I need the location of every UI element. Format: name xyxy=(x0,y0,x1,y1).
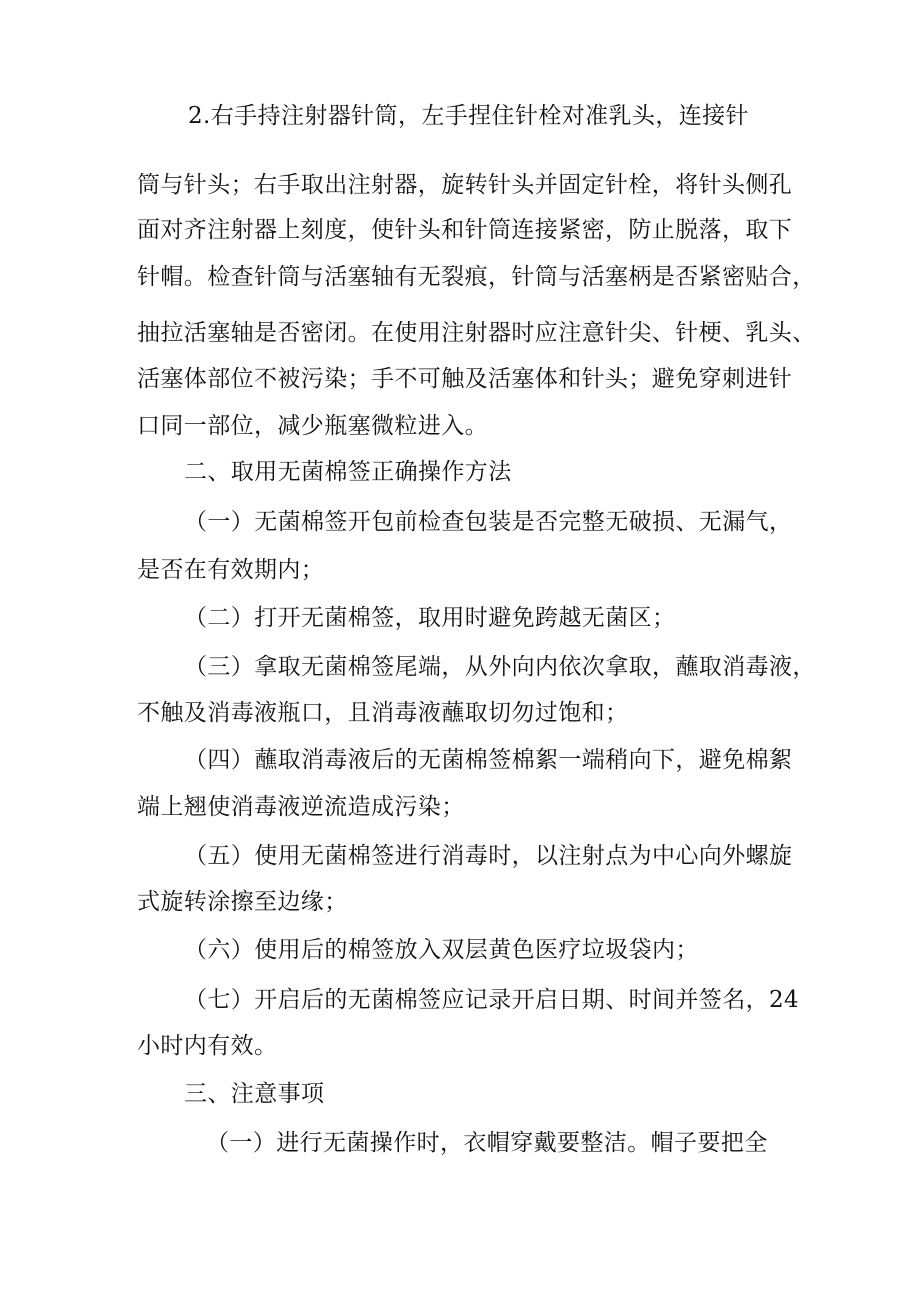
list-item-line: 是否在有效期内； xyxy=(137,557,325,583)
section-heading: 二、取用无菌棉签正确操作方法 xyxy=(184,459,512,485)
list-item-line: 不触及消毒液瓶口，且消毒液蘸取切勿过饱和； xyxy=(137,700,629,726)
list-item-line: （三）拿取无菌棉签尾端，从外向内依次拿取，蘸取消毒液， xyxy=(184,654,816,680)
paragraph-line: 口同一部位，减少瓶塞微粒进入。 xyxy=(137,413,488,439)
section-heading: 三、注意事项 xyxy=(184,1081,325,1107)
list-item-line: （七）开启后的无菌棉签应记录开启日期、时间并签名，24 xyxy=(184,987,800,1013)
paragraph-line: 抽拉活塞轴是否密闭。在使用注射器时应注意针尖、针梗、乳头、 xyxy=(137,320,816,346)
list-item-line: （四）蘸取消毒液后的无菌棉签棉絮一端稍向下，避免棉絮 xyxy=(184,747,793,773)
paragraph-line: 筒与针头；右手取出注射器，旋转针头并固定针栓，将针头侧孔 xyxy=(137,172,793,198)
list-item-line: 式旋转涂擦至边缘； xyxy=(137,889,348,915)
list-item-line: （六）使用后的棉签放入双层黄色医疗垃圾袋内； xyxy=(184,937,699,963)
paragraph-line: 面对齐注射器上刻度，使针头和针筒连接紧密，防止脱落，取下 xyxy=(137,217,793,243)
list-item-line: （一）进行无菌操作时，衣帽穿戴要整洁。帽子要把全 xyxy=(206,1130,768,1156)
paragraph-line: 针帽。检查针筒与活塞轴有无裂痕，针筒与活塞柄是否紧密贴合， xyxy=(137,264,816,290)
list-item-line: 端上翘使消毒液逆流造成污染； xyxy=(137,794,465,820)
paragraph-line: 2.右手持注射器针筒，左手捏住针栓对准乳头，连接针 xyxy=(188,103,749,129)
list-item-line: （五）使用无菌棉签进行消毒时，以注射点为中心向外螺旋 xyxy=(184,843,793,869)
list-item-line: （二）打开无菌棉签，取用时避免跨越无菌区； xyxy=(184,605,676,631)
paragraph-line: 活塞体部位不被污染；手不可触及活塞体和针头；避免穿刺进针 xyxy=(137,366,793,392)
list-item-line: 小时内有效。 xyxy=(137,1033,278,1059)
list-item-line: （一）无菌棉签开包前检查包装是否完整无破损、无漏气， xyxy=(184,509,793,535)
